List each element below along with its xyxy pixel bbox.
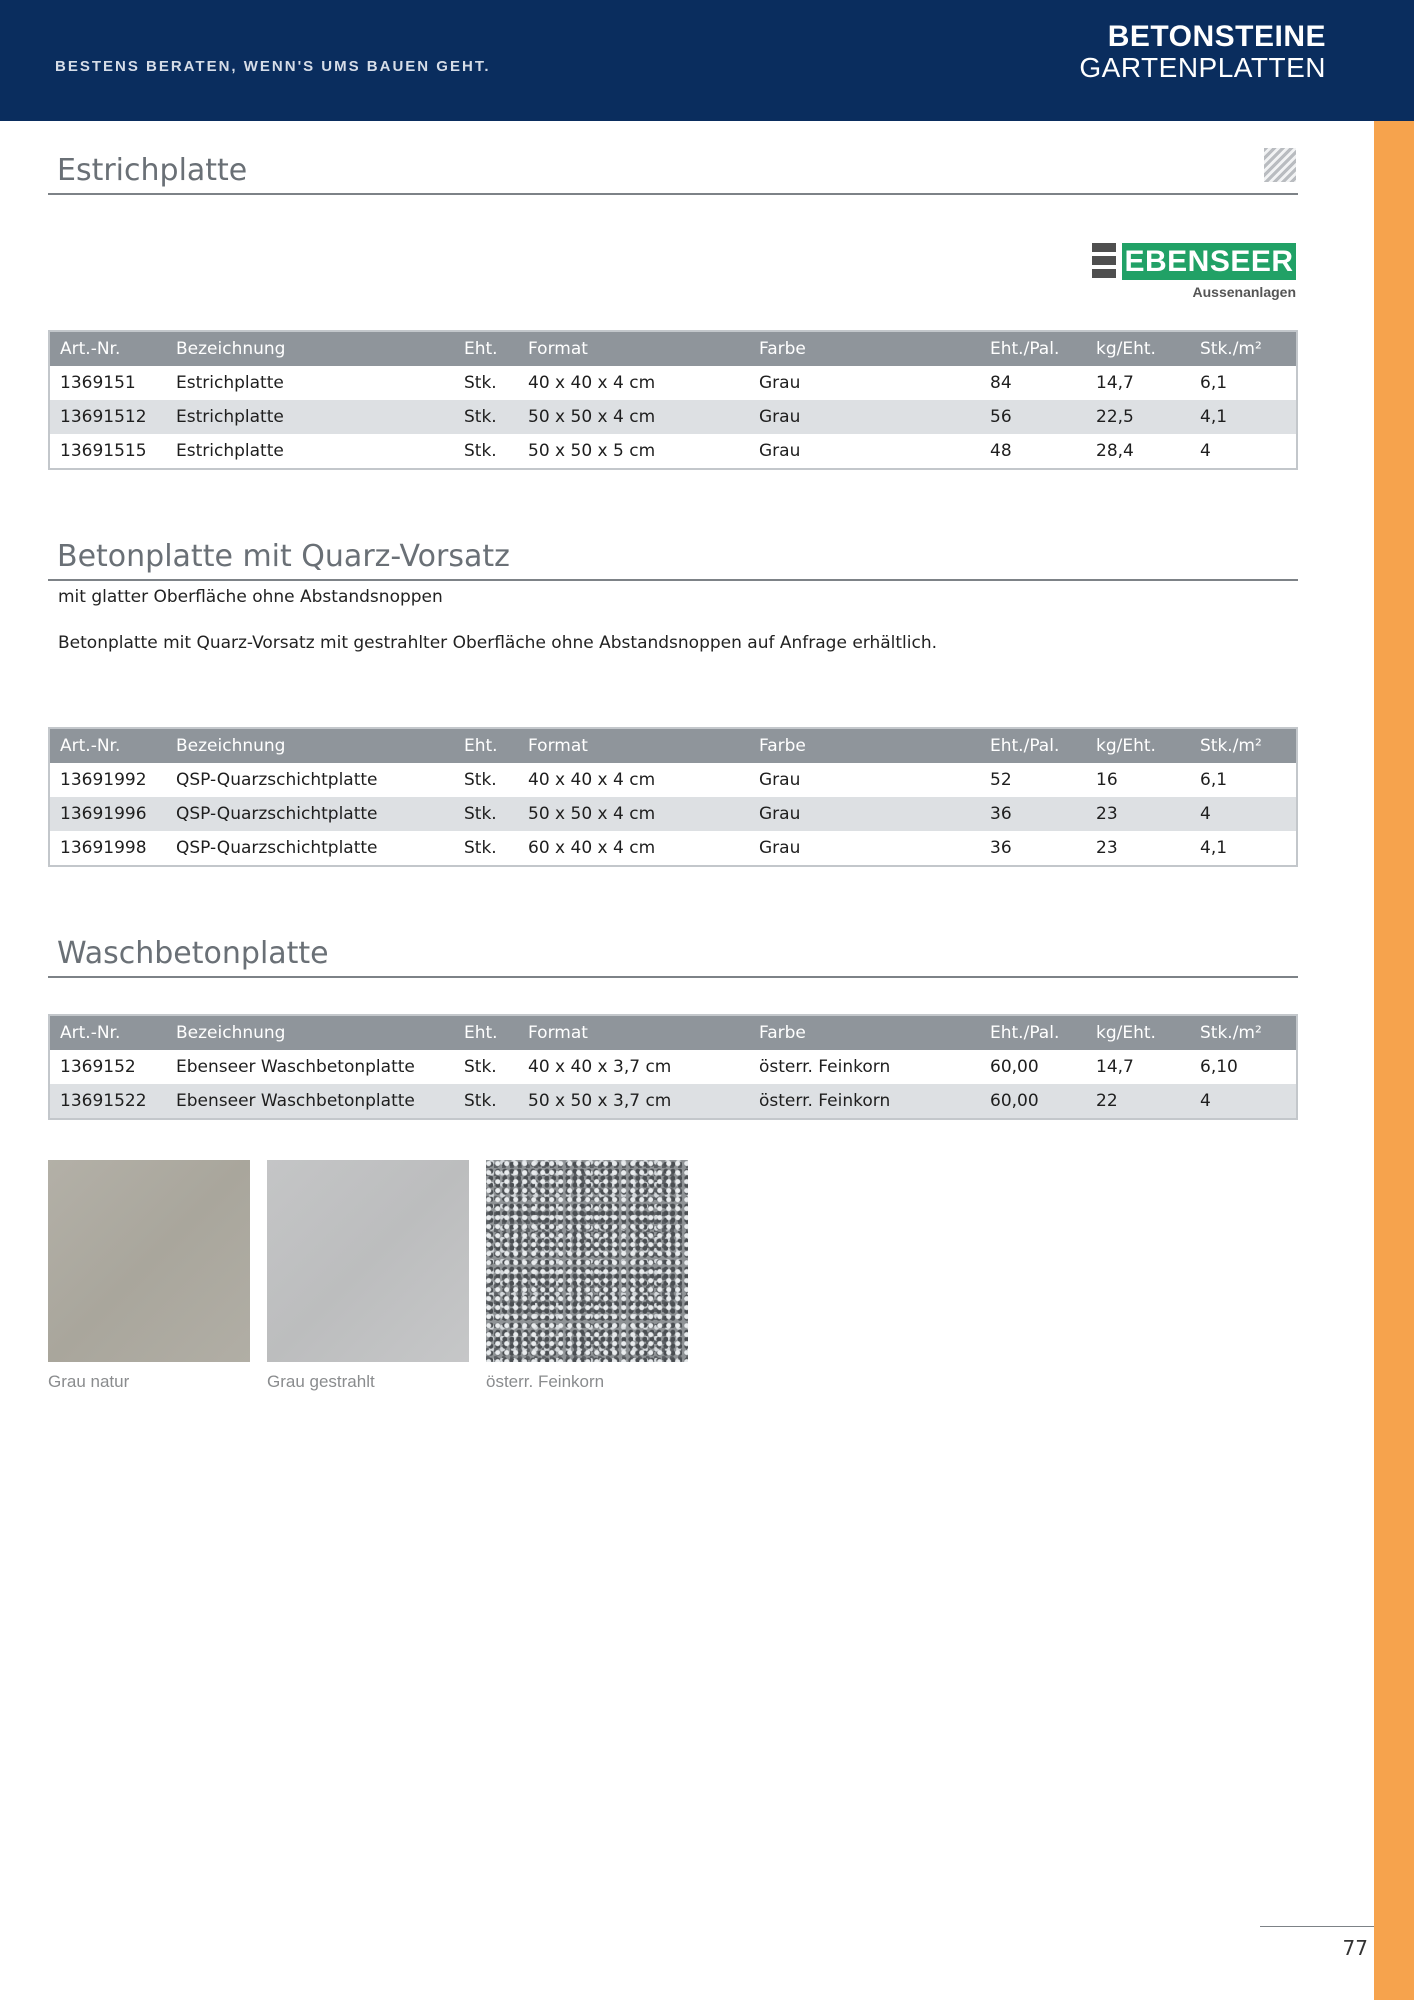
column-header: Art.-Nr. — [60, 1023, 121, 1043]
table-cell: 84 — [990, 373, 1012, 393]
table-cell: 6,1 — [1200, 373, 1228, 393]
table-cell: Grau — [759, 770, 801, 790]
table-cell: 13691515 — [60, 441, 147, 461]
table-cell: Ebenseer Waschbetonplatte — [176, 1057, 415, 1077]
product-table-estrichplatte — [48, 330, 1298, 470]
column-header: Stk./m² — [1200, 736, 1262, 756]
column-header: Bezeichnung — [176, 1023, 286, 1043]
table-cell: 13691992 — [60, 770, 147, 790]
table-cell: 4,1 — [1200, 407, 1228, 427]
swatch-label: österr. Feinkorn — [486, 1372, 605, 1391]
section-rule — [48, 579, 1298, 581]
swatch-grau-gestrahlt — [267, 1160, 469, 1362]
column-header: kg/Eht. — [1096, 339, 1156, 359]
category-subtitle: GARTENPLATTEN — [1079, 52, 1326, 83]
table-cell: 1369151 — [60, 373, 136, 393]
table-cell: 23 — [1096, 804, 1118, 824]
table-cell: 40 x 40 x 4 cm — [528, 770, 656, 790]
header-slogan: BESTENS BERATEN, WENN'S UMS BAUEN GEHT. — [55, 58, 491, 75]
column-header: Stk./m² — [1200, 1023, 1262, 1043]
table-cell: 4 — [1200, 804, 1211, 824]
table-cell: 23 — [1096, 838, 1118, 858]
column-header: kg/Eht. — [1096, 1023, 1156, 1043]
side-color-stripe — [1374, 121, 1414, 2000]
table-cell: 40 x 40 x 4 cm — [528, 373, 656, 393]
hatch-pattern-icon — [1264, 148, 1296, 182]
table-cell: 50 x 50 x 4 cm — [528, 804, 656, 824]
section-rule — [48, 976, 1298, 978]
table-cell: 50 x 50 x 5 cm — [528, 441, 656, 461]
column-header: Format — [528, 1023, 588, 1043]
column-header: kg/Eht. — [1096, 736, 1156, 756]
swatch-grau-natur — [48, 1160, 250, 1362]
section-title-waschbeton: Waschbetonplatte — [57, 936, 329, 971]
column-header: Art.-Nr. — [60, 736, 121, 756]
table-cell: Grau — [759, 407, 801, 427]
swatch-label: Grau gestrahlt — [267, 1372, 375, 1391]
table-cell: 16 — [1096, 770, 1118, 790]
column-header: Eht. — [464, 736, 498, 756]
section-title-quarz: Betonplatte mit Quarz-Vorsatz — [57, 539, 510, 574]
column-header: Format — [528, 736, 588, 756]
table-row — [50, 1050, 1296, 1084]
column-header: Stk./m² — [1200, 339, 1262, 359]
logo-tagline: Aussenanlagen — [1192, 284, 1296, 300]
table-cell: 13691996 — [60, 804, 147, 824]
table-header-row — [50, 1016, 1296, 1050]
table-cell: QSP-Quarzschichtplatte — [176, 770, 378, 790]
table-cell: Estrichplatte — [176, 407, 284, 427]
swatch-label: Grau natur — [48, 1372, 130, 1391]
table-cell: 40 x 40 x 3,7 cm — [528, 1057, 672, 1077]
table-cell: Stk. — [464, 838, 497, 858]
table-cell: 60,00 — [990, 1091, 1039, 1111]
table-cell: Grau — [759, 804, 801, 824]
table-cell: Stk. — [464, 770, 497, 790]
table-cell: Stk. — [464, 1091, 497, 1111]
table-cell: 13691522 — [60, 1091, 147, 1111]
table-cell: 6,10 — [1200, 1057, 1238, 1077]
product-table-quarz — [48, 727, 1298, 867]
column-header: Farbe — [759, 339, 806, 359]
table-cell: QSP-Quarzschichtplatte — [176, 804, 378, 824]
column-header: Art.-Nr. — [60, 339, 121, 359]
page-header — [0, 0, 1414, 121]
table-cell: Estrichplatte — [176, 441, 284, 461]
table-cell: 52 — [990, 770, 1012, 790]
table-cell: 13691512 — [60, 407, 147, 427]
column-header: Eht. — [464, 339, 498, 359]
table-cell: 1369152 — [60, 1057, 136, 1077]
column-header: Bezeichnung — [176, 339, 286, 359]
table-cell: 36 — [990, 838, 1012, 858]
table-header-row — [50, 332, 1296, 366]
table-cell: 60 x 40 x 4 cm — [528, 838, 656, 858]
table-cell: 50 x 50 x 3,7 cm — [528, 1091, 672, 1111]
footer-rule — [1260, 1926, 1374, 1927]
column-header: Farbe — [759, 736, 806, 756]
table-cell: 14,7 — [1096, 373, 1134, 393]
column-header: Eht. — [464, 1023, 498, 1043]
table-cell: Estrichplatte — [176, 373, 284, 393]
logo-brand: EBENSEER — [1122, 243, 1296, 280]
column-header: Eht./Pal. — [990, 339, 1060, 359]
page-number: 77 — [1342, 1936, 1368, 1960]
table-cell: Grau — [759, 441, 801, 461]
section-note: Betonplatte mit Quarz-Vorsatz mit gestrahlter Oberfläche ohne Abstandsnoppen auf Anfrage erhältlich. — [58, 633, 938, 653]
table-cell: Stk. — [464, 1057, 497, 1077]
table-cell: Stk. — [464, 804, 497, 824]
table-cell: 13691998 — [60, 838, 147, 858]
table-cell: 28,4 — [1096, 441, 1134, 461]
ebenseer-logo — [1092, 241, 1296, 304]
table-cell: 22,5 — [1096, 407, 1134, 427]
table-row — [50, 797, 1296, 831]
table-row — [50, 400, 1296, 434]
section-rule — [48, 193, 1298, 195]
table-row — [50, 366, 1296, 400]
section-title-estrichplatte: Estrichplatte — [57, 153, 248, 188]
table-cell: 56 — [990, 407, 1012, 427]
section-subtitle: mit glatter Oberfläche ohne Abstandsnoppen — [58, 587, 443, 607]
table-cell: 4 — [1200, 441, 1211, 461]
table-cell: 50 x 50 x 4 cm — [528, 407, 656, 427]
table-cell: 14,7 — [1096, 1057, 1134, 1077]
column-header: Bezeichnung — [176, 736, 286, 756]
table-cell: QSP-Quarzschichtplatte — [176, 838, 378, 858]
column-header: Eht./Pal. — [990, 736, 1060, 756]
table-header-row — [50, 729, 1296, 763]
table-cell: österr. Feinkorn — [759, 1091, 891, 1111]
table-cell: 36 — [990, 804, 1012, 824]
table-row — [50, 763, 1296, 797]
table-row — [50, 831, 1296, 865]
product-table-waschbeton — [48, 1014, 1298, 1120]
table-cell: 60,00 — [990, 1057, 1039, 1077]
column-header: Farbe — [759, 1023, 806, 1043]
logo-bars-icon — [1092, 243, 1116, 282]
table-cell: 22 — [1096, 1091, 1118, 1111]
table-cell: 4,1 — [1200, 838, 1228, 858]
table-cell: Stk. — [464, 373, 497, 393]
table-cell: Stk. — [464, 407, 497, 427]
category-title: BETONSTEINE — [1107, 20, 1326, 53]
table-cell: österr. Feinkorn — [759, 1057, 891, 1077]
table-cell: Stk. — [464, 441, 497, 461]
table-cell: 48 — [990, 441, 1012, 461]
swatch-feinkorn — [486, 1160, 688, 1362]
table-cell: 4 — [1200, 1091, 1211, 1111]
table-row — [50, 1084, 1296, 1118]
column-header: Format — [528, 339, 588, 359]
table-row — [50, 434, 1296, 468]
table-cell: Ebenseer Waschbetonplatte — [176, 1091, 415, 1111]
column-header: Eht./Pal. — [990, 1023, 1060, 1043]
table-cell: Grau — [759, 373, 801, 393]
table-cell: Grau — [759, 838, 801, 858]
table-cell: 6,1 — [1200, 770, 1228, 790]
